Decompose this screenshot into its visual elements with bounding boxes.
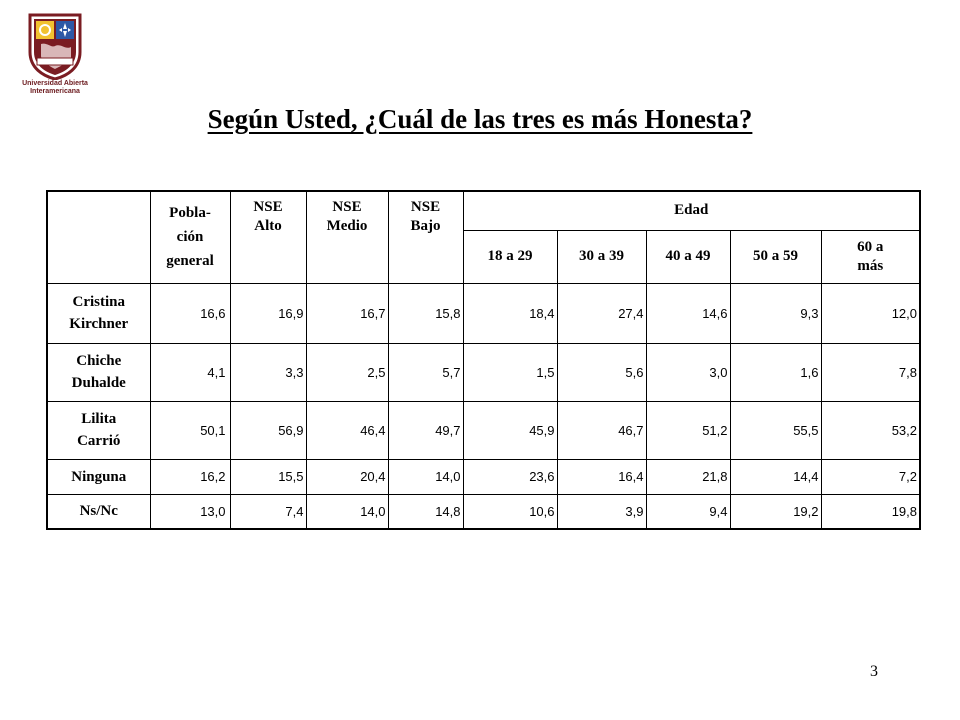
table-cell: 50,1 <box>150 401 230 459</box>
table-row <box>47 401 920 459</box>
table-cell: 13,0 <box>150 494 230 529</box>
table-cell: 7,8 <box>821 343 920 401</box>
table-cell: 21,8 <box>646 459 730 494</box>
header-nse-bajo <box>388 191 463 283</box>
table-cell: 46,7 <box>557 401 646 459</box>
row-label <box>47 401 150 459</box>
header-age-60-mas <box>821 230 920 283</box>
header-poblacion <box>150 191 230 283</box>
table-cell: 14,4 <box>730 459 821 494</box>
table-cell: 5,7 <box>388 343 463 401</box>
header-age-40-49: 40 a 49 <box>646 230 730 283</box>
header-age-18-29: 18 a 29 <box>463 230 557 283</box>
header-nse-alto-line2: Alto <box>254 218 282 234</box>
row-label-line: Ninguna <box>71 468 127 485</box>
table-cell: 1,5 <box>463 343 557 401</box>
table-cell: 23,6 <box>463 459 557 494</box>
header-nse-alto-line1: NSE <box>253 199 283 215</box>
table-cell: 16,4 <box>557 459 646 494</box>
table-cell: 19,2 <box>730 494 821 529</box>
table-cell: 53,2 <box>821 401 920 459</box>
header-nse-medio-line1: NSE <box>332 199 362 215</box>
header-nse-medio <box>306 191 388 283</box>
table-cell: 10,6 <box>463 494 557 529</box>
row-label <box>47 283 150 343</box>
table-cell: 14,0 <box>388 459 463 494</box>
header-edad: Edad <box>463 191 920 230</box>
table-cell: 49,7 <box>388 401 463 459</box>
table-cell: 3,9 <box>557 494 646 529</box>
table-cell: 14,6 <box>646 283 730 343</box>
table-cell: 1,6 <box>730 343 821 401</box>
table-cell: 7,4 <box>230 494 306 529</box>
table-row <box>47 494 920 529</box>
table-cell: 46,4 <box>306 401 388 459</box>
header-poblacion-line3: general <box>166 253 214 270</box>
corner-cell <box>47 191 150 283</box>
table-cell: 45,9 <box>463 401 557 459</box>
row-label-line: Kirchner <box>69 316 129 332</box>
university-name-line2: Interamericana <box>30 88 80 95</box>
header-nse-medio-line2: Medio <box>326 218 368 234</box>
table-cell: 3,0 <box>646 343 730 401</box>
table-cell: 2,5 <box>306 343 388 401</box>
table-cell: 14,0 <box>306 494 388 529</box>
table-cell: 15,5 <box>230 459 306 494</box>
header-age-60-line1: 60 a <box>857 238 884 255</box>
header-nse-bajo-line1: NSE <box>410 199 441 215</box>
table-cell: 51,2 <box>646 401 730 459</box>
table-row <box>47 283 920 343</box>
table-cell: 7,2 <box>821 459 920 494</box>
row-label <box>47 343 150 401</box>
university-logo <box>18 12 92 108</box>
table-cell: 3,3 <box>230 343 306 401</box>
header-age-60-line2: más <box>857 257 884 274</box>
table-cell: 56,9 <box>230 401 306 459</box>
row-label-line: Lilita <box>81 411 117 427</box>
survey-table <box>46 190 921 530</box>
row-label <box>47 459 150 494</box>
table-cell: 27,4 <box>557 283 646 343</box>
table-cell: 4,1 <box>150 343 230 401</box>
header-nse-alto <box>230 191 306 283</box>
row-label-line: Carrió <box>77 433 121 449</box>
row-label-line: Chiche <box>76 353 122 369</box>
header-nse-bajo-line2: Bajo <box>410 218 441 234</box>
table-cell: 18,4 <box>463 283 557 343</box>
table-cell: 15,8 <box>388 283 463 343</box>
table-row <box>47 459 920 494</box>
table-cell: 19,8 <box>821 494 920 529</box>
table-cell: 55,5 <box>730 401 821 459</box>
table-cell: 16,9 <box>230 283 306 343</box>
row-label <box>47 494 150 529</box>
table-cell: 14,8 <box>388 494 463 529</box>
table-cell: 16,2 <box>150 459 230 494</box>
page-number: 3 <box>870 663 878 680</box>
row-label-line: Cristina <box>72 294 125 310</box>
table-cell: 5,6 <box>557 343 646 401</box>
table-cell: 20,4 <box>306 459 388 494</box>
university-name <box>18 80 92 96</box>
table-cell: 12,0 <box>821 283 920 343</box>
table-body <box>47 283 920 529</box>
header-age-30-39: 30 a 39 <box>557 230 646 283</box>
table-row <box>47 343 920 401</box>
row-label-line: Ns/Nc <box>79 503 118 520</box>
table-cell: 16,7 <box>306 283 388 343</box>
header-poblacion-line2: ción <box>176 229 204 246</box>
university-name-line1: Universidad Abierta <box>22 80 88 87</box>
row-label-line: Duhalde <box>71 375 126 391</box>
table-cell: 9,4 <box>646 494 730 529</box>
university-crest-icon <box>27 12 83 80</box>
header-age-50-59: 50 a 59 <box>730 230 821 283</box>
header-poblacion-line1: Pobla- <box>169 205 211 222</box>
table-cell: 9,3 <box>730 283 821 343</box>
table-cell: 16,6 <box>150 283 230 343</box>
page-title: Según Usted, ¿Cuál de las tres es más Honesta? <box>207 104 753 134</box>
header-row-1 <box>47 191 920 230</box>
